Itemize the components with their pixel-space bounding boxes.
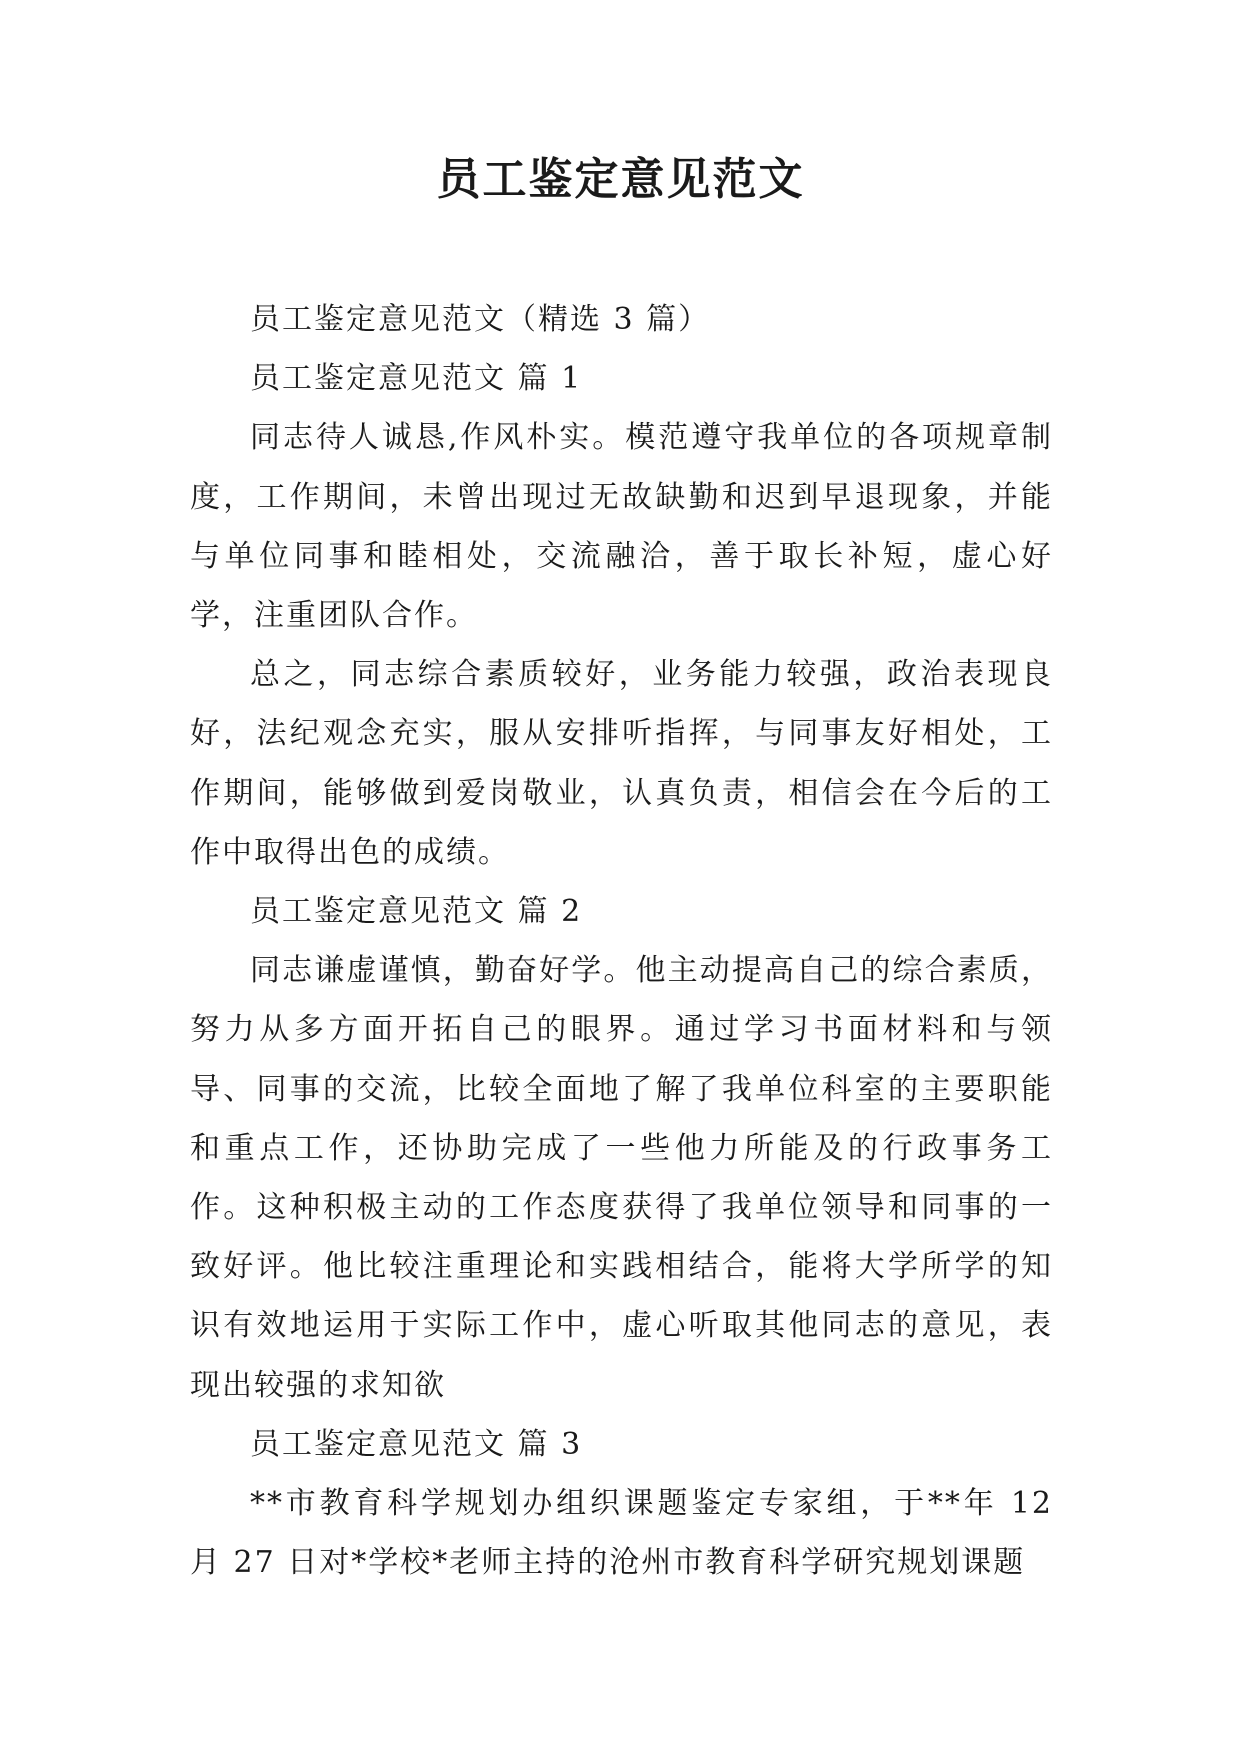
body-paragraph: **市教育科学规划办组织课题鉴定专家组，于**年 12 月 27 日对*学校*老师主持的沧州市教育科学研究规划课题 bbox=[190, 1486, 1053, 1581]
document-title: 员工鉴定意见范文 bbox=[436, 154, 805, 205]
body-paragraph: 同志谦虚谨慎，勤奋好学。他主动提高自己的综合素质，努力从多方面开拓自己的眼界。通过学习书面材料和与领导、同事的交流，比较全面地了解了我单位科室的主要职能和重点工作，还协助完成了一些他力所能及的行政事务工作。这种积极主动的工作态度获得了我单位领导和同事的一致好评。他比较注重理论和实践相结合，能将大学所学的知识有效地运用于实际工作中，虚心听取其他同志的意见，表现出较强的求知欲 bbox=[190, 953, 1053, 1403]
body-paragraph: 总之，同志综合素质较好，业务能力较强，政治表现良好，法纪观念充实，服从安排听指挥，与同事友好相处，工作期间，能够做到爱岗敬业，认真负责，相信会在今后的工作中取得出色的成绩。 bbox=[190, 657, 1053, 870]
subtitle-paragraph: 员工鉴定意见范文（精选 3 篇） bbox=[250, 302, 711, 337]
section-heading-2: 员工鉴定意见范文 篇 2 bbox=[250, 894, 583, 930]
document-body bbox=[190, 290, 1053, 1592]
body-paragraph: 同志待人诚恳,作风朴实。模范遵守我单位的各项规章制度，工作期间，未曾出现过无故缺勤和迟到早退现象，并能与单位同事和睦相处，交流融洽，善于取长补短，虚心好学，注重团队合作。 bbox=[190, 420, 1053, 634]
section-heading-1: 员工鉴定意见范文 篇 1 bbox=[250, 361, 583, 397]
section-heading-3: 员工鉴定意见范文 篇 3 bbox=[250, 1426, 583, 1462]
